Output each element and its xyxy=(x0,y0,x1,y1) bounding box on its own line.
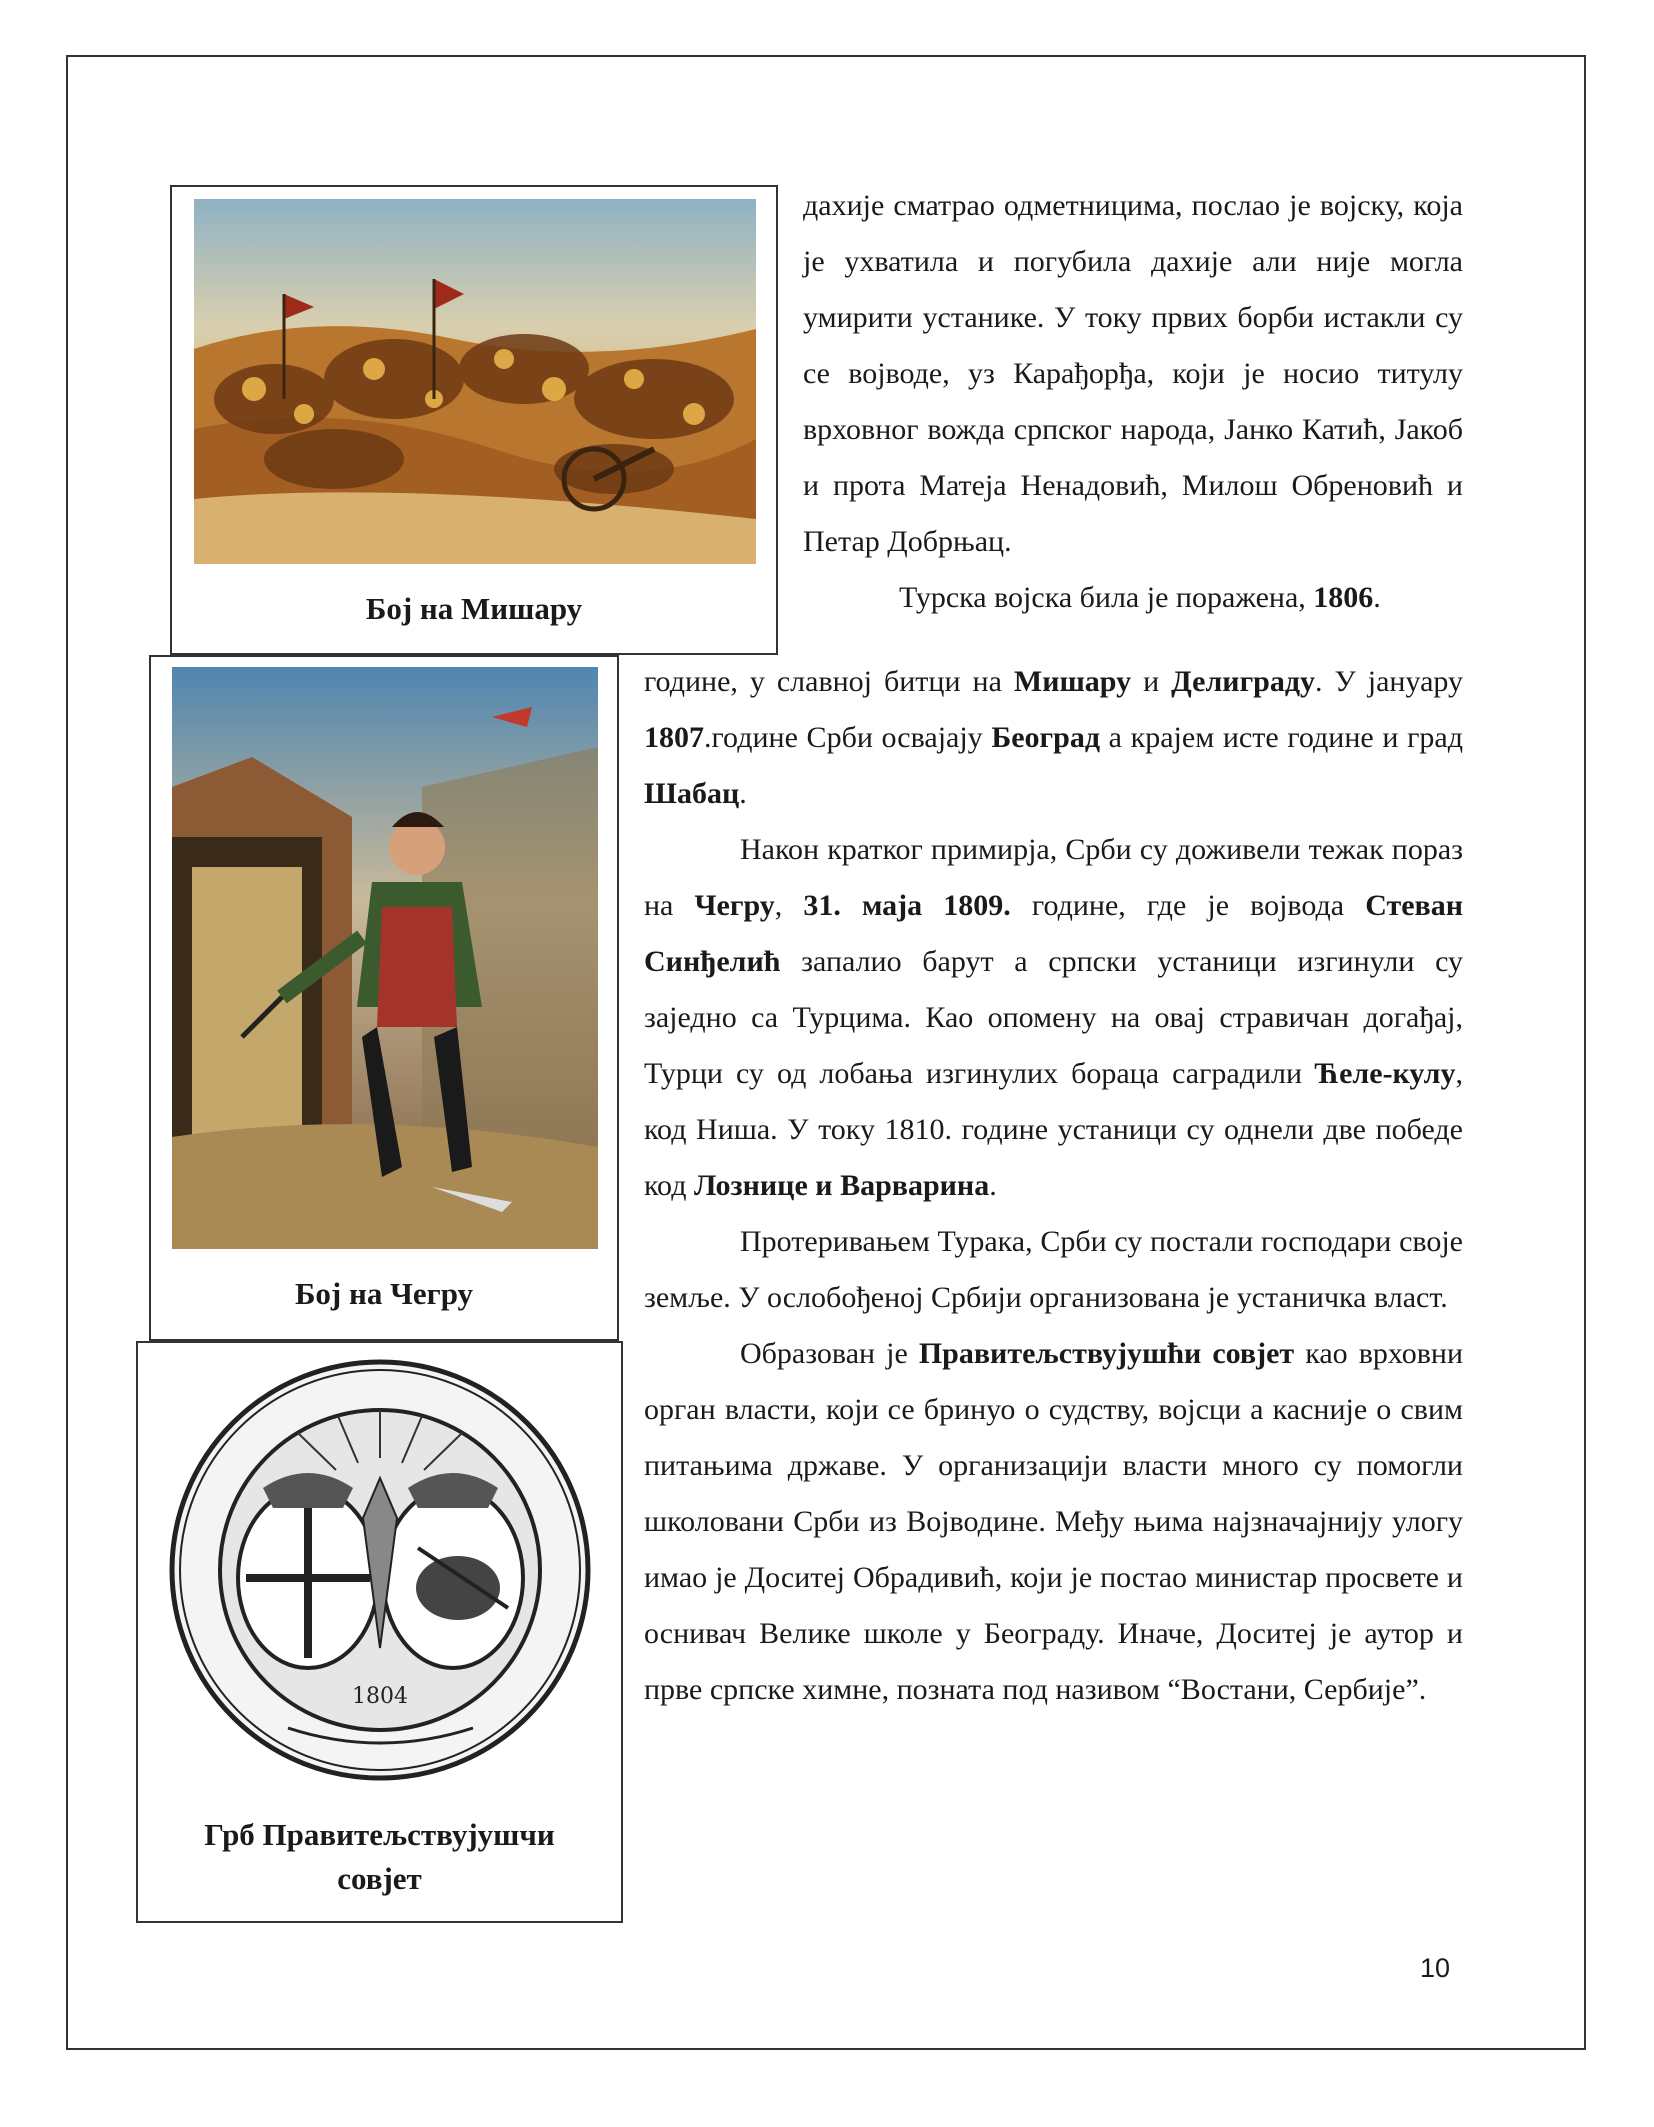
text-run-bold: Стеван Синђелић xyxy=(644,889,1463,978)
text-run: запалио барут а српски устаници изгинули су заједно са Турцима. Као опомену на овај стравичан догађај, Турци су од лобања изгинулих бораца саградили xyxy=(644,945,1463,1090)
text-run: Након кратког примирја, Срби су доживели тежак пораз на xyxy=(644,833,1463,922)
paragraph-6 xyxy=(644,1326,1463,1718)
text-run: , код Ниша. У току 1810. године устаници су однели две победе код xyxy=(644,1057,1463,1202)
figure-caption-line2: совјет xyxy=(337,1861,422,1896)
text-block-top xyxy=(803,178,1463,626)
figure-caption-line1: Грб Правитељствујушчи xyxy=(204,1817,555,1852)
text-run-bold: Мишару xyxy=(1013,665,1132,698)
figure-seal xyxy=(136,1341,623,1923)
text-block-main xyxy=(644,654,1463,1718)
text-run: Образован је xyxy=(740,1337,919,1370)
paragraph-2 xyxy=(803,570,1463,626)
portrait-painting-image xyxy=(172,667,598,1249)
paragraph-1: дахије сматрао одметницима, послао је војску, која је ухватила и погубила дахије али није могла умирити устанике. У току првих борби истакли су се војводе, уз Карађорђа, који је носио титулу врховног вожда српског народа, Јанко Катић, Јакоб и прота Матеја Ненадовић, Милош Обреновић и Петар Добрњац. xyxy=(803,189,1463,558)
text-run: а крајем исте године и град xyxy=(1100,721,1463,754)
text-run-bold: Ћеле-кулу xyxy=(1315,1057,1456,1090)
text-run: као врховни орган власти, који се бринуо о судству, војсци а касније о свим питањима државе. У организацији власти много су помогли школовани Срби из Војводине. Међу њима најзначајнију улогу имао је Доситеј Обрадивић, који је постао министар просвете и оснивач Велике школе у Београду. Иначе, Доситеј је аутор и прве српске химне, позната под називом “Востани, Сербије”. xyxy=(644,1337,1464,1706)
text-run: године, где је војвода xyxy=(1010,889,1366,922)
figure-caption: Бој на Чегру xyxy=(294,1276,474,1311)
text-run: године, у славној битци на xyxy=(644,665,1014,698)
battle-painting-svg xyxy=(194,199,756,564)
battle-painting-image xyxy=(194,199,756,564)
portrait-painting-svg xyxy=(172,667,598,1249)
text-run: . У јануару xyxy=(1315,665,1463,698)
paragraph-4 xyxy=(644,822,1463,1214)
text-run: . xyxy=(1373,581,1381,614)
text-run: .године Срби освајају xyxy=(704,721,992,754)
text-run: , xyxy=(774,889,804,922)
figure-battle-of-cegar xyxy=(149,655,619,1341)
text-run: . xyxy=(739,777,747,810)
text-run-bold: Чегру xyxy=(694,889,775,922)
paragraph-5: Протеривањем Турака, Срби су постали господари своје земље. У ослобођеној Србији организована је устаничка власт. xyxy=(644,1225,1463,1314)
seal-image xyxy=(168,1358,593,1783)
text-run-bold: Лознице и Варварина xyxy=(693,1169,990,1202)
seal-svg xyxy=(168,1358,593,1783)
text-run-bold: 1806 xyxy=(1313,581,1374,614)
text-run: Турска војска била је поражена, xyxy=(899,581,1314,614)
text-run: и xyxy=(1131,665,1172,698)
text-run-bold: Шабац xyxy=(644,777,740,810)
figure-battle-of-misar xyxy=(170,185,778,655)
text-run-bold: Делиграду xyxy=(1171,665,1316,698)
paragraph-3 xyxy=(644,654,1463,822)
text-run-bold: Београд xyxy=(991,721,1100,754)
text-run-bold: 1807 xyxy=(644,721,704,754)
text-run-bold: Правитељствујушћи совјет xyxy=(918,1337,1295,1370)
text-run-bold: 31. маја 1809. xyxy=(803,889,1011,922)
figure-caption: Бој на Мишару xyxy=(365,591,583,626)
seal-year: 1804 xyxy=(352,1684,408,1709)
text-run: . xyxy=(989,1169,997,1202)
page-number: 10 xyxy=(1420,1953,1451,1983)
